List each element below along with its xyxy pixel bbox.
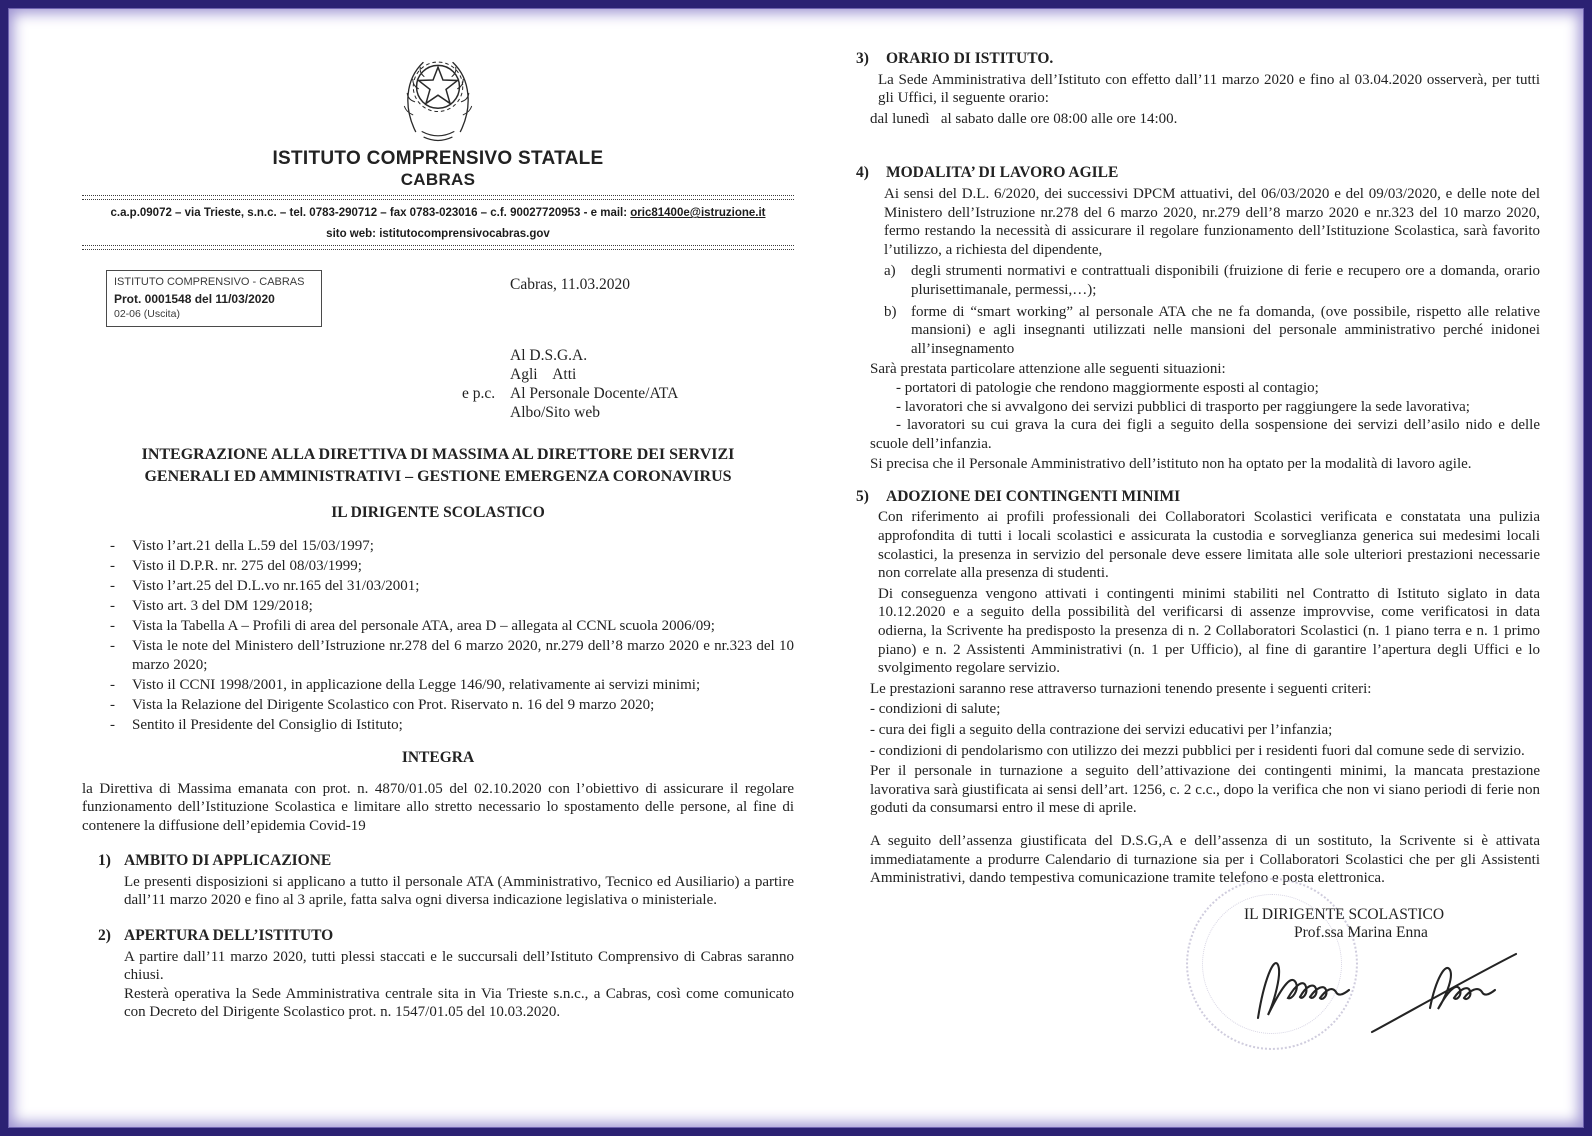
premise-item (110, 676, 794, 695)
premise-text: Visto il CCNI 1998/2001, in applicazione della Legge 146/90, relativamente ai servizi minimi; (132, 677, 701, 694)
premise-text: Visto l’art.25 del D.L.vo nr.165 del 31/03/2001; (132, 578, 420, 595)
protocol-category-line: 02-06 (Uscita) (114, 308, 180, 321)
spacer (856, 818, 1540, 830)
premise-item (110, 557, 794, 576)
signature-block (856, 906, 1540, 1056)
criteria-item: - condizioni di pendolarismo con utilizzo dei mezzi pubblici per i residenti fuori dal comune sede di servizio. (870, 742, 1525, 759)
attention-item: - lavoratori che si avvalgono dei servizi pubblici di trasporto per raggiungere la sede lavorativa; (896, 398, 1470, 415)
premise-item (110, 637, 794, 674)
item-text: forme di “smart working” al personale ATA che ne fa domanda, (ove possibile, rispetto alle relative mansioni) e agli insegnanti utilizzati nelle mansioni del personale amministrativo perché inidonei all’insegnamento (911, 303, 1540, 357)
premise-item (110, 716, 794, 735)
contact-text: c.a.p.09072 – via Trieste, s.n.c. – tel. 0783-290712 – fax 0783-023016 – c.f. 90027720953 - e mail: (110, 207, 631, 220)
premise-item (110, 617, 794, 636)
section-heading (82, 927, 794, 946)
paragraph: Ai sensi del D.L. 6/2020, dei successivi DPCM attuativi, del 06/03/2020 e del 09/03/2020, e delle note del Ministero dell’Istruzione nr.278 del 6 marzo 2020, nr.279 dell’8 marzo 2020 e nr.323 del 10 marzo 2020, fermo restando la necessità di assicurare il regolare funzionamento dell’Istituzione Scolastica, sarà favorito l’utilizzo, a richiesta del dipendente, (884, 185, 1540, 258)
letterhead-contact-line (82, 204, 794, 223)
premise-item (110, 537, 794, 556)
dash-bullet: - (110, 638, 115, 655)
handwritten-signature (1244, 940, 1564, 1040)
dash-bullet: - (110, 558, 115, 575)
dash-bullet: - (110, 717, 115, 734)
criteria-intro: Le prestazioni saranno rese attraverso turnazioni tenendo presente i seguenti criteri: (870, 680, 1372, 697)
section-3-orario (856, 50, 1544, 128)
email-address: oric81400e@istruzione.it (630, 207, 766, 220)
section-heading (82, 852, 794, 871)
premise-text: Vista la Relazione del Dirigente Scolastico con Prot. Riservato n. 16 del 9 marzo 2020; (132, 697, 655, 714)
paragraph: Di conseguenza vengono attivati i contingenti minimi stabiliti nel Contratto di Istituto siglato in data 10.12.2020 e a seguito della possibilità del verificarsi di assenze improvvise, come verificatosi in data odierna, la Scrivente ha predisposto la presenza di n. 2 Collaboratori Scolastici (n. 1 piano terra e n. 1 primo piano) e n. 2 Assistenti Amministrativi (n. 1 per Ufficio), al fine di garantire l’apertura degli Uffici e lo svolgimento regolare servizio. (878, 585, 1540, 677)
lettered-item-b (884, 303, 1540, 359)
premise-text: Vista la Tabella A – Profili di area del personale ATA, area D – allegata al CCNL scuola 2006/09; (132, 618, 715, 635)
paragraph: A seguito dell’assenza giustificata del D.S.G,A e dell’assenza di un sostituto, la Scrivente si è attivata immediatamente a produrre Calendario di turnazione sia per i Collaboratori Scolastici che per gli Assistenti Amministrativi, dando tempestiva comunicazione tramite telefono e posta elettronica. (870, 832, 1540, 887)
integra-heading: INTEGRA (401, 748, 475, 766)
section-title: ORARIO DI ISTITUTO. (886, 50, 1054, 67)
dash-bullet: - (110, 618, 115, 635)
section-1-ambito (82, 852, 794, 910)
note-paragraph: Si precisa che il Personale Amministrativo dell’istituto non ha optato per la modalità di lavoro agile. (870, 456, 1472, 473)
premises-list (110, 537, 794, 735)
spacer (856, 128, 1540, 164)
premise-item (110, 696, 794, 715)
right-column (856, 50, 1544, 1056)
dash-bullet: - (110, 537, 115, 554)
integra-paragraph: la Direttiva di Massima emanata con prot. n. 4870/01.05 del 02.10.2020 con l’obiettivo di assicurare il regolare funzionamento dell’Istituzione Scolastica e limitare allo stretto necessario lo spostamento delle persone, al fine di contenere la diffusione dell’epidemia Covid-19 (82, 780, 794, 834)
premise-item (110, 597, 794, 616)
section-number: 5) (856, 487, 869, 505)
letterhead-website-line: sito web: istitutocomprensivocabras.gov (326, 227, 550, 240)
left-column (82, 48, 794, 1022)
paragraph: Con riferimento ai profili professionali dei Collaboratori Scolastici verificata e constatata una pulizia approfondita di tutti i locali scolastici e assicurata la custodia e sorveglianza generica sui medesimi locali scolastici, la presenza in servizio del personale deve essere limitata alle sole ulteriori prestazioni necessarie non correlate alla presenza di studenti. (878, 509, 1540, 582)
premise-text: Vista le note del Ministero dell’Istruzione nr.278 del 6 marzo 2020, nr.279 dell’8 marzo 2020 e nr.323 del 10 marzo 2020; (132, 638, 794, 674)
protocol-stamp-box (106, 270, 322, 326)
section-number: 2) (98, 927, 111, 945)
protocol-and-date-row (82, 270, 794, 332)
recipient-line: Agli Atti (510, 366, 577, 384)
document-title (82, 444, 794, 488)
section-5-contingenti-minimi (856, 488, 1540, 888)
section-title: ADOZIONE DEI CONTINGENTI MINIMI (886, 487, 1181, 505)
premise-text: Sentito il Presidente del Consiglio di Istituto; (132, 717, 403, 734)
section-body (124, 873, 794, 910)
cc-label: e p.c. (462, 385, 496, 403)
attention-item: - lavoratori su cui grava la cura dei figli a seguito della sospensione dei servizi dell’asilo nido e delle scuole dell’infanzia. (870, 417, 1540, 452)
section-4-lavoro-agile (856, 164, 1540, 474)
premise-text: Visto art. 3 del DM 129/2018; (132, 598, 313, 615)
section-2-apertura (82, 927, 794, 1022)
dash-bullet: - (110, 598, 115, 615)
section-body (124, 948, 794, 1022)
recipient-line: Al D.S.G.A. (510, 347, 588, 365)
issuer-heading: IL DIRIGENTE SCOLASTICO (331, 504, 545, 522)
paragraph: Le presenti disposizioni si applicano a tutto il personale ATA (Amministrativo, Tecnico ed Ausiliario) a partire dall’11 marzo 2020 e fino al 3 aprile, fatta salva ogni diversa indicazione legislativa o ministeriale. (124, 873, 794, 909)
document-title-line1: INTEGRAZIONE ALLA DIRETTIVA DI MASSIMA AL DIRETTORE DEI SERVIZI (141, 446, 735, 464)
section-number: 3) (856, 50, 869, 67)
paragraph: Resterà operativa la Sede Amministrativa centrale sita in Via Trieste s.n.c., a Cabras, così come comunicato con Decreto del Dirigente Scolastico prot. n. 1547/01.05 del 10.03.2020. (124, 985, 794, 1021)
paragraph: La Sede Amministrativa dell’Istituto con effetto dall’11 marzo 2020 e fino al 03.04.2020 osserverà, per tutti gli Uffici, il seguente orario: (878, 71, 1544, 107)
section-heading (856, 164, 1540, 183)
document-title-line2: GENERALI ED AMMINISTRATIVI – GESTIONE EMERGENZA CORONAVIRUS (144, 468, 732, 486)
paragraph: A partire dall’11 marzo 2020, tutti plessi staccati e le succursali dell’Istituto Comprensivo di Cabras saranno chiusi. (124, 948, 794, 984)
signer-role: IL DIRIGENTE SCOLASTICO (1244, 905, 1445, 923)
section-title: AMBITO DI APPLICAZIONE (124, 852, 332, 870)
protocol-number-line: Prot. 0001548 del 11/03/2020 (114, 291, 275, 306)
section-number: 4) (856, 164, 869, 182)
paragraph: dal lunedì al sabato dalle ore 08:00 alle ore 14:00. (870, 110, 1178, 127)
section-heading (856, 488, 1540, 507)
dash-bullet: - (110, 697, 115, 714)
letterhead-school-name: ISTITUTO COMPRENSIVO STATALE (272, 148, 604, 169)
recipient-line: Al Personale Docente/ATA (510, 385, 679, 403)
premise-text: Visto l’art.21 della L.59 del 15/03/1997; (132, 537, 374, 554)
lettered-item-a (884, 262, 1540, 299)
section-heading (856, 50, 1540, 69)
section-title: MODALITA’ DI LAVORO AGILE (886, 164, 1119, 182)
signer-name: Prof.ssa Marina Enna (1294, 924, 1428, 942)
attention-intro: Sarà prestata particolare attenzione alle seguenti situazioni: (870, 361, 1226, 378)
item-label: b) (884, 303, 897, 320)
letterhead-divider-bottom (82, 245, 794, 250)
premise-text: Visto il D.P.R. nr. 275 del 08/03/1999; (132, 558, 362, 575)
dateline: Cabras, 11.03.2020 (510, 276, 630, 294)
recipient-line: Albo/Sito web (510, 404, 600, 422)
item-text: degli strumenti normativi e contrattuali disponibili (fruizione di ferie e recupero ore a domanda, orario plurisettimanale, permessi,…); (911, 263, 1540, 298)
dash-bullet: - (110, 677, 115, 694)
italian-republic-emblem-icon (396, 48, 480, 148)
section-title: APERTURA DELL’ISTITUTO (124, 927, 334, 945)
criteria-item: - cura dei figli a seguito della contrazione dei servizi educativi per l’infanzia; (870, 722, 1333, 738)
section-number: 1) (98, 852, 111, 870)
letterhead-divider-top (82, 195, 794, 200)
letterhead-school-city: CABRAS (400, 169, 476, 189)
paragraph: Per il personale in turnazione a seguito dell’attivazione dei contingenti minimi, la mancata prestazione lavorativa sarà giustificata ai sensi dell’art. 1256, c. 2 c.c., dopo la verifica che non vi siano periodi di ferie non goduti da consumarsi entro il mese di aprile. (870, 763, 1540, 817)
spacer (856, 474, 1540, 488)
attention-item: - portatori di patologie che rendono maggiormente esposti al contagio; (896, 379, 1319, 396)
recipients-block (462, 346, 794, 422)
premise-item (110, 577, 794, 596)
protocol-school-line: ISTITUTO COMPRENSIVO - CABRAS (114, 276, 305, 289)
item-label: a) (884, 263, 896, 280)
dash-bullet: - (110, 578, 115, 595)
criteria-item: - condizioni di salute; (870, 701, 1001, 718)
